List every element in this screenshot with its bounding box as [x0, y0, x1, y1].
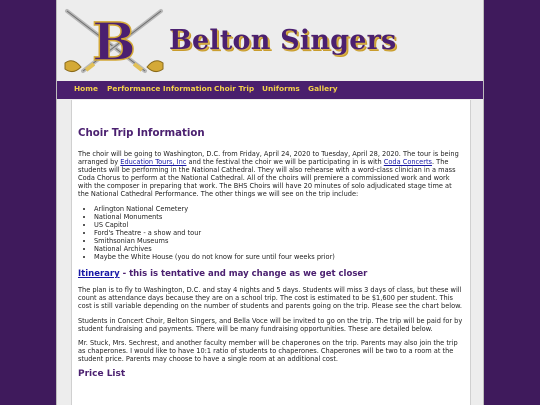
- itinerary-line: [78, 269, 464, 279]
- list-item: • National Archives: [94, 245, 464, 253]
- chaperones-paragraph: Mr. Stuck, Mrs. Sechrest, and another faculty member will be chaperones on the trip. Parents may also join the trip as chaperones. I would like to have 10:1 ratio of students to chaperones. Chaperones will be two to a room at the student price. Parents may choose to have a single room at an additional cost.: [78, 338, 458, 363]
- content-inner: [78, 128, 464, 379]
- content-panel: [71, 100, 471, 405]
- logo-letter: B: [92, 12, 136, 73]
- list-item: • Smithsonian Museums: [94, 237, 464, 245]
- itinerary-note: - this is tentative and may change as we get closer: [119, 269, 368, 280]
- trip-plan-paragraph: The plan is to fly to Washington, D.C. and stay 4 nights and 5 days. Students will miss 3 days of class, but these will count as attendance days because they are on a school trip. The cost is estimated to be $1,600 per student. This cost is still variable depending on the number of students and parents going on the trip. Please see the chart below.: [78, 286, 463, 311]
- invitation-paragraph: Students in Concert Choir, Belton Singers, and Bella Voce will be invited to go on the trip. The trip will be paid for by student fundraising and payments. There will be many fundraising opportunities. These are detailed below.: [78, 316, 463, 333]
- intro-paragraph: [78, 150, 464, 199]
- page-title: Choir Trip Information: [78, 128, 205, 139]
- education-tours-link[interactable]: Education Tours, Inc: [120, 158, 187, 167]
- list-item: • Maybe the White House (you do not know for sure until four weeks prior): [94, 253, 464, 261]
- list-item: • Ford's Theatre - a show and tour: [94, 229, 464, 237]
- price-list-heading: Price List: [78, 368, 126, 379]
- coda-concerts-link[interactable]: Coda Concerts: [383, 158, 432, 167]
- nav-uniforms[interactable]: Uniforms: [262, 84, 300, 93]
- list-item: • National Monuments: [94, 213, 464, 221]
- nav-gallery[interactable]: Gallery: [308, 84, 338, 93]
- nav-home[interactable]: Home: [74, 84, 98, 93]
- belton-logo[interactable]: [59, 5, 169, 79]
- site-header: [57, 3, 483, 81]
- places-list: [94, 205, 464, 262]
- itinerary-link[interactable]: Itinerary: [78, 269, 120, 280]
- intro-text-3: . The students will be performing in the National Cathedral. They will also rehearse with a word-class clinician in a mass Coda Chorus to perform at the National Cathedral. All of the choirs will premiere a commissioned work and work with the composer in preparing that work. The BHS Choirs will have 20 minutes of solo adjudicated stage time at the National Cathedral Performance. The other things we will see on the trip include:: [78, 158, 456, 199]
- intro-text-2: and the festival the choir we will be participating in is with: [186, 158, 384, 167]
- list-item: • US Capitol: [94, 221, 464, 229]
- intro-text-1: The choir will be going to Washington, D.C. from Friday, April 24, 2020 to Tuesday, April 28, 2020. The tour is being arranged by: [78, 150, 459, 167]
- page-wrapper: [56, 0, 484, 405]
- nav-performance-information[interactable]: Performance Information: [107, 84, 212, 93]
- main-nav: [57, 81, 483, 99]
- site-title: Belton Singers: [169, 25, 397, 56]
- nav-choir-trip[interactable]: Choir Trip: [214, 84, 255, 93]
- list-item: • Arlington National Cemetery: [94, 205, 464, 213]
